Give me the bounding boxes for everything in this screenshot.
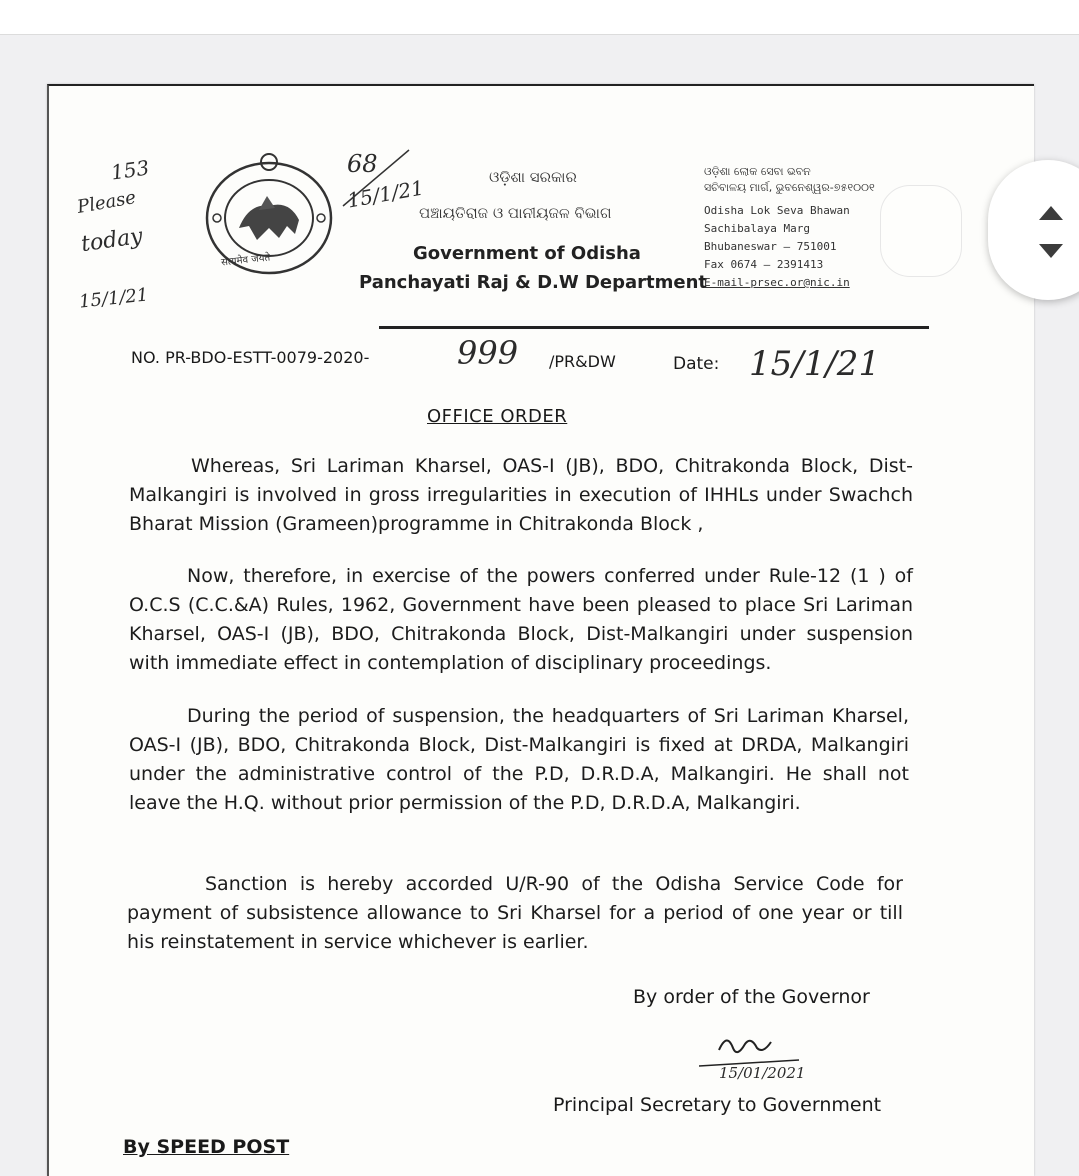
date-handwritten: 15/1/21: [749, 344, 881, 384]
address-line-3: Bhubaneswar – 751001: [704, 240, 837, 253]
government-title: Government of Odisha: [413, 243, 641, 264]
paragraph-2: [129, 562, 913, 678]
paragraph-1: [129, 452, 913, 539]
header-divider: [379, 326, 929, 329]
by-order-of-governor: By order of the Governor: [633, 986, 870, 1008]
office-order-title: OFFICE ORDER: [427, 406, 568, 427]
order-number-prefix: NO. PR-BDO-ESTT-0079-2020-: [131, 348, 370, 367]
paragraph-4: [127, 870, 903, 957]
margin-note-please: Please: [75, 187, 138, 218]
address-email: E-mail-prsec.or@nic.in: [704, 276, 850, 289]
government-seal: [199, 148, 339, 278]
signatory-designation: Principal Secretary to Government: [553, 1094, 882, 1116]
paragraph-1-body: Dist-Malkangiri is involved in gross irregularities in execution of IHHLs under Swachch Bharat Mission (Grameen)programme in Chitrakonda Block ,: [129, 455, 913, 535]
department-title: Panchayati Raj & D.W Department: [359, 272, 708, 293]
scroll-up-down-icon: [1036, 202, 1066, 262]
address-odia-line-1: ଓଡ଼ିଶା ଲୋକ ସେବା ଭବନ: [704, 165, 811, 178]
signature-date: 15/01/2021: [719, 1064, 806, 1082]
scroll-handle[interactable]: [988, 160, 1079, 300]
ghost-scroll-handle: [880, 185, 962, 277]
seal-caption: सत्यमेव जयते: [220, 252, 271, 269]
margin-note-today: today: [79, 223, 145, 258]
date-label: Date:: [673, 354, 720, 374]
address-line-1: Odisha Lok Seva Bhawan: [704, 204, 850, 217]
paragraph-3-first-line: During the period of suspension, the headquarters of Sri Lariman: [187, 705, 825, 727]
address-line-2: Sachibalaya Marg: [704, 222, 810, 235]
odia-government-title: ଓଡ଼ିଶା ସରକାର: [489, 168, 577, 186]
paragraph-4-first-line: Sanction is hereby accorded U/R-90 of the Odisha Service Code for: [205, 873, 903, 895]
order-number-handwritten: 999: [457, 334, 519, 372]
margin-note-number: 153: [109, 155, 151, 185]
dispatch-mode: By SPEED POST: [123, 1136, 290, 1158]
paragraph-3-body: Kharsel, OAS-I (JB), BDO, Chitrakonda Block, Dist-Malkangiri is fixed at DRDA, Malkangiri under the administrative control of the P.D, D.R.D.A, Malkangiri. He shall not leave the H.Q. without prior permission of the P.D, D.R.D.A, Malkangiri.: [129, 705, 909, 814]
paragraph-1-first-line: Whereas, Sri Lariman Kharsel, OAS-I (JB), BDO, Chitrakonda Block,: [191, 455, 859, 477]
handwritten-inward-number: 68: [347, 150, 378, 178]
viewer-top-bar: [0, 0, 1079, 35]
handwritten-stroke-icon: [339, 146, 419, 216]
paragraph-2-first-line: Now, therefore, in exercise of the powers conferred under Rule-12 (1 ): [187, 565, 886, 587]
odia-department-title: ପଞ୍ଚାୟତିରାଜ ଓ ପାନୀୟଜଳ ବିଭାଗ: [419, 204, 612, 222]
paragraph-4-body: payment of subsistence allowance to Sri Kharsel for a period of one year or till his reinstatement in service whichever is earlier.: [127, 902, 903, 953]
order-number-suffix: /PR&DW: [549, 352, 616, 371]
address-odia-line-2: ସଚିବାଳୟ ମାର୍ଗ, ଭୁବନେଶ୍ୱର-୭୫୧୦୦୧: [704, 181, 875, 194]
handwritten-inward-date: 15/1/21: [345, 175, 426, 213]
paragraph-2-body: of O.C.S (C.C.&A) Rules, 1962, Government have been pleased to place Sri Lariman Kharsel, OAS-I (JB), BDO, Chitrakonda Block, Dist-Malkangiri under suspension with immediate effect in contemplation of disciplinary proceedings.: [129, 565, 913, 674]
margin-note-date: 15/1/21: [78, 284, 150, 313]
paragraph-3: [129, 702, 909, 818]
address-line-4: Fax 0674 – 2391413: [704, 258, 824, 271]
